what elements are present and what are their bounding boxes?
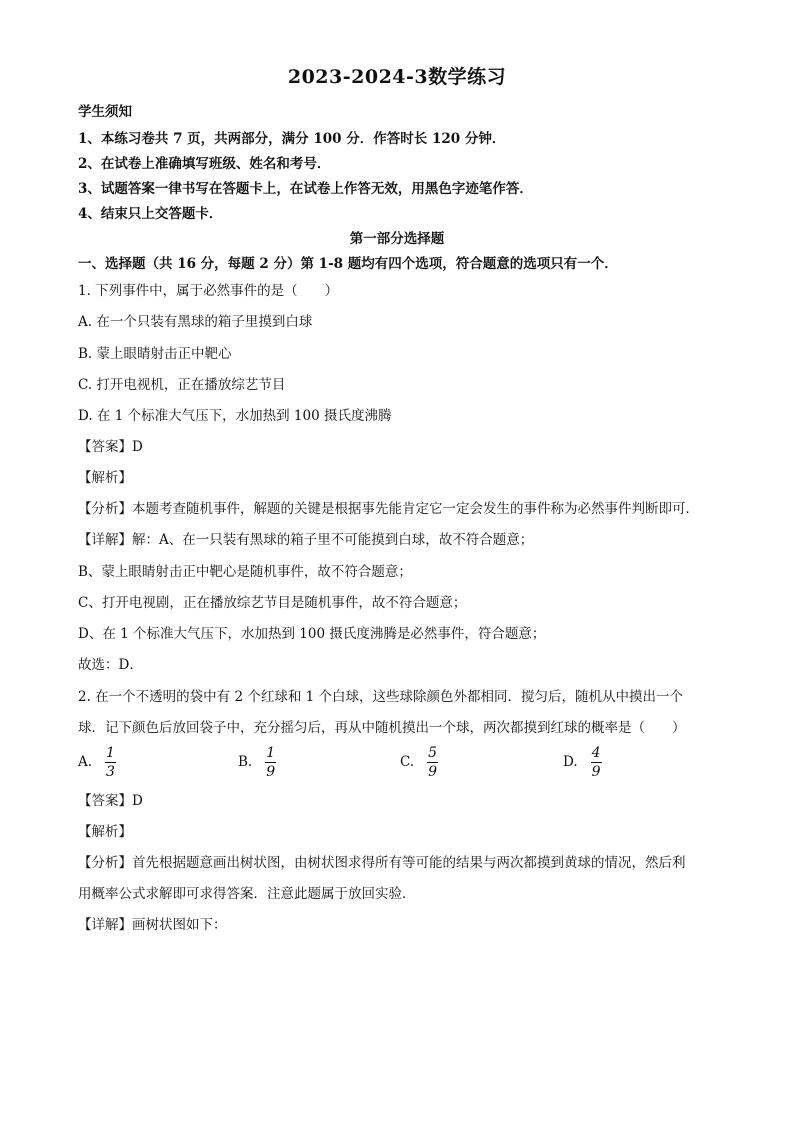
notice-item: 3、试题答案一律书写在答题卡上，在试卷上作答无效，用黑色字迹笔作答． [78, 181, 533, 197]
question-2-answer: 【答案】D [78, 793, 143, 809]
page-title: 2023-2024-3数学练习 [287, 66, 507, 88]
question-1-detail: B、蒙上眼睛射击正中靶心是随机事件，故不符合题意； [78, 564, 412, 580]
question-2-stem: 2. 在一个不透明的袋中有 2 个红球和 1 个白球，这些球除颜色外都相同．搅匀后，随机从中摸出一个 [78, 689, 684, 705]
question-2-option-c [400, 742, 439, 782]
question-1-option-c: C. 打开电视机，正在播放综艺节目 [78, 377, 286, 393]
notice-heading: 学生须知 [78, 104, 132, 120]
fraction [590, 746, 603, 779]
section-heading: 一、选择题（共 16 分，每题 2 分）第 1-8 题均有四个选项，符合题意的选项只有一个． [78, 256, 618, 272]
question-1-analysis: 【分析】本题考查随机事件，解题的关键是根据事先能肯定它一定会发生的事件称为必然事件判断即可． [78, 501, 699, 517]
question-2-option-a [78, 742, 117, 782]
question-1-analysis-label: 【解析】 [78, 470, 132, 486]
fraction-numerator: 5 [428, 744, 438, 761]
question-2-option-b [238, 742, 277, 782]
option-label: B. [238, 754, 253, 770]
part-title: 第一部分选择题 [349, 231, 445, 247]
question-1-option-a: A. 在一个只装有黑球的箱子里摸到白球 [78, 314, 313, 330]
question-1-option-b: B. 蒙上眼睛射击正中靶心 [78, 346, 232, 362]
option-label: A. [78, 754, 93, 770]
fraction-denominator: 9 [428, 763, 438, 780]
question-1-option-d: D. 在 1 个标准大气压下，水加热到 100 摄氏度沸腾 [78, 408, 392, 424]
question-1-detail: C、打开电视剧，正在播放综艺节目是随机事件，故不符合题意； [78, 595, 467, 611]
question-1-detail: 故选：D． [78, 657, 143, 673]
fraction-denominator: 9 [591, 763, 601, 780]
option-label: C. [400, 754, 415, 770]
question-1-stem: 1. 下列事件中，属于必然事件的是（ ） [78, 283, 339, 299]
question-2-stem: 球．记下颜色后放回袋子中，充分摇匀后，再从中随机摸出一个球，两次都摸到红球的概率是（ ） [78, 720, 686, 736]
question-1-detail: 【详解】解：A、在一只装有黑球的箱子里不可能摸到白球，故不符合题意； [78, 532, 534, 548]
question-1-answer: 【答案】D [78, 439, 143, 455]
fraction [264, 746, 277, 779]
question-2-detail: 【详解】画树状图如下： [78, 917, 227, 933]
question-2-analysis: 【分析】首先根据题意画出树状图，由树状图求得所有等可能的结果与两次都摸到黄球的情况，然后利 [78, 855, 686, 871]
question-1-detail: D、在 1 个标准大气压下，水加热到 100 摄氏度沸腾是必然事件，符合题意； [78, 626, 546, 642]
fraction-denominator: 9 [266, 763, 276, 780]
fraction-denominator: 3 [106, 763, 115, 780]
question-2-option-d [563, 742, 603, 782]
fraction-numerator: 1 [266, 744, 276, 761]
fraction [104, 746, 117, 779]
question-2-options [78, 742, 718, 782]
fraction-numerator: 4 [591, 744, 601, 761]
notice-item: 1、本练习卷共 7 页，共两部分，满分 100 分．作答时长 120 分钟． [78, 131, 506, 147]
notice-item: 4、结束只上交答题卡． [78, 206, 223, 222]
notice-item: 2、在试卷上准确填写班级、姓名和考号． [78, 156, 331, 172]
fraction [426, 746, 439, 779]
question-2-analysis: 用概率公式求解即可求得答案．注意此题属于放回实验． [78, 886, 416, 902]
question-2-analysis-label: 【解析】 [78, 824, 132, 840]
fraction-numerator: 1 [106, 744, 115, 761]
option-label: D. [563, 754, 578, 770]
